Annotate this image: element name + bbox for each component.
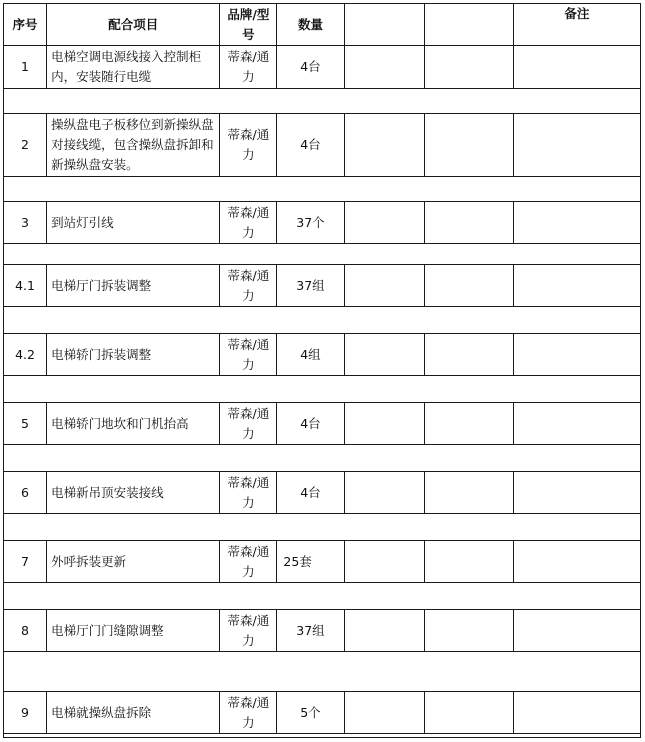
row-quantity: 5个 xyxy=(277,692,344,734)
separator-cell xyxy=(4,514,641,541)
row-brand: 蒂森/通力 xyxy=(220,610,277,652)
row-blank xyxy=(344,265,424,307)
row-quantity: 37组 xyxy=(277,610,344,652)
row-item: 电梯轿门拆装调整 xyxy=(47,334,220,376)
table-row xyxy=(4,403,641,445)
row-blank xyxy=(344,692,424,734)
header-blank-1 xyxy=(344,4,424,46)
header-brand: 品牌/型号 xyxy=(220,4,277,46)
row-remark xyxy=(513,403,640,445)
row-item: 电梯轿门地坎和门机抬高 xyxy=(47,403,220,445)
header-index: 序号 xyxy=(4,4,47,46)
separator-cell xyxy=(4,376,641,403)
row-blank xyxy=(424,403,513,445)
row-blank xyxy=(344,202,424,244)
separator-row xyxy=(4,652,641,692)
separator-cell xyxy=(4,177,641,202)
separator-row xyxy=(4,244,641,265)
row-index: 7 xyxy=(4,541,47,583)
row-quantity: 4台 xyxy=(277,114,344,177)
separator-row xyxy=(4,583,641,610)
row-blank xyxy=(344,403,424,445)
row-blank xyxy=(424,472,513,514)
separator-row xyxy=(4,514,641,541)
row-brand: 蒂森/通力 xyxy=(220,46,277,89)
row-quantity: 25套 xyxy=(277,541,344,583)
separator-row xyxy=(4,734,641,738)
row-index: 9 xyxy=(4,692,47,734)
row-item: 电梯新吊顶安装接线 xyxy=(47,472,220,514)
table-row xyxy=(4,541,641,583)
separator-cell xyxy=(4,734,641,738)
row-item: 电梯就操纵盘拆除 xyxy=(47,692,220,734)
separator-row xyxy=(4,177,641,202)
row-index: 3 xyxy=(4,202,47,244)
row-remark xyxy=(513,334,640,376)
row-quantity: 37个 xyxy=(277,202,344,244)
table-row xyxy=(4,472,641,514)
row-brand: 蒂森/通力 xyxy=(220,403,277,445)
row-index: 2 xyxy=(4,114,47,177)
row-item: 电梯厅门门缝隙调整 xyxy=(47,610,220,652)
separator-cell xyxy=(4,583,641,610)
row-brand: 蒂森/通力 xyxy=(220,202,277,244)
row-quantity: 4台 xyxy=(277,472,344,514)
row-blank xyxy=(424,46,513,89)
table-row xyxy=(4,114,641,177)
row-remark xyxy=(513,265,640,307)
row-quantity: 4台 xyxy=(277,403,344,445)
table-row xyxy=(4,202,641,244)
row-item: 电梯厅门拆装调整 xyxy=(47,265,220,307)
row-remark xyxy=(513,472,640,514)
header-blank-2 xyxy=(424,4,513,46)
header-quantity: 数量 xyxy=(277,4,344,46)
row-item: 电梯空调电源线接入控制柜内，安装随行电缆 xyxy=(47,46,220,89)
row-remark xyxy=(513,692,640,734)
row-item: 外呼拆装更新 xyxy=(47,541,220,583)
row-brand: 蒂森/通力 xyxy=(220,114,277,177)
row-item: 操纵盘电子板移位到新操纵盘对接线缆，包含操纵盘拆卸和新操纵盘安装。 xyxy=(47,114,220,177)
row-blank xyxy=(424,114,513,177)
row-blank xyxy=(424,692,513,734)
row-item: 到站灯引线 xyxy=(47,202,220,244)
row-brand: 蒂森/通力 xyxy=(220,265,277,307)
row-brand: 蒂森/通力 xyxy=(220,692,277,734)
header-item: 配合项目 xyxy=(47,4,220,46)
row-blank xyxy=(424,202,513,244)
row-blank xyxy=(344,541,424,583)
table-row xyxy=(4,265,641,307)
row-blank xyxy=(344,334,424,376)
row-blank xyxy=(344,610,424,652)
row-brand: 蒂森/通力 xyxy=(220,472,277,514)
row-remark xyxy=(513,541,640,583)
separator-row xyxy=(4,376,641,403)
row-quantity: 4台 xyxy=(277,46,344,89)
row-remark xyxy=(513,46,640,89)
row-quantity: 37组 xyxy=(277,265,344,307)
row-remark xyxy=(513,202,640,244)
row-index: 6 xyxy=(4,472,47,514)
row-remark xyxy=(513,114,640,177)
row-index: 8 xyxy=(4,610,47,652)
row-blank xyxy=(424,541,513,583)
row-quantity: 4组 xyxy=(277,334,344,376)
row-blank xyxy=(344,472,424,514)
row-index: 4.1 xyxy=(4,265,47,307)
work-items-table xyxy=(3,3,641,738)
row-index: 1 xyxy=(4,46,47,89)
separator-cell xyxy=(4,307,641,334)
separator-cell xyxy=(4,652,641,692)
row-brand: 蒂森/通力 xyxy=(220,334,277,376)
row-blank xyxy=(344,114,424,177)
row-blank xyxy=(424,265,513,307)
table-row xyxy=(4,46,641,89)
separator-row xyxy=(4,307,641,334)
row-index: 4.2 xyxy=(4,334,47,376)
separator-cell xyxy=(4,244,641,265)
row-remark xyxy=(513,610,640,652)
header-remarks: 备注 xyxy=(513,4,640,46)
row-blank xyxy=(424,610,513,652)
separator-cell xyxy=(4,89,641,114)
table-row xyxy=(4,610,641,652)
separator-row xyxy=(4,89,641,114)
row-blank xyxy=(344,46,424,89)
header-row xyxy=(4,4,641,46)
separator-cell xyxy=(4,445,641,472)
row-brand: 蒂森/通力 xyxy=(220,541,277,583)
separator-row xyxy=(4,445,641,472)
row-index: 5 xyxy=(4,403,47,445)
table-row xyxy=(4,334,641,376)
table-row xyxy=(4,692,641,734)
row-blank xyxy=(424,334,513,376)
